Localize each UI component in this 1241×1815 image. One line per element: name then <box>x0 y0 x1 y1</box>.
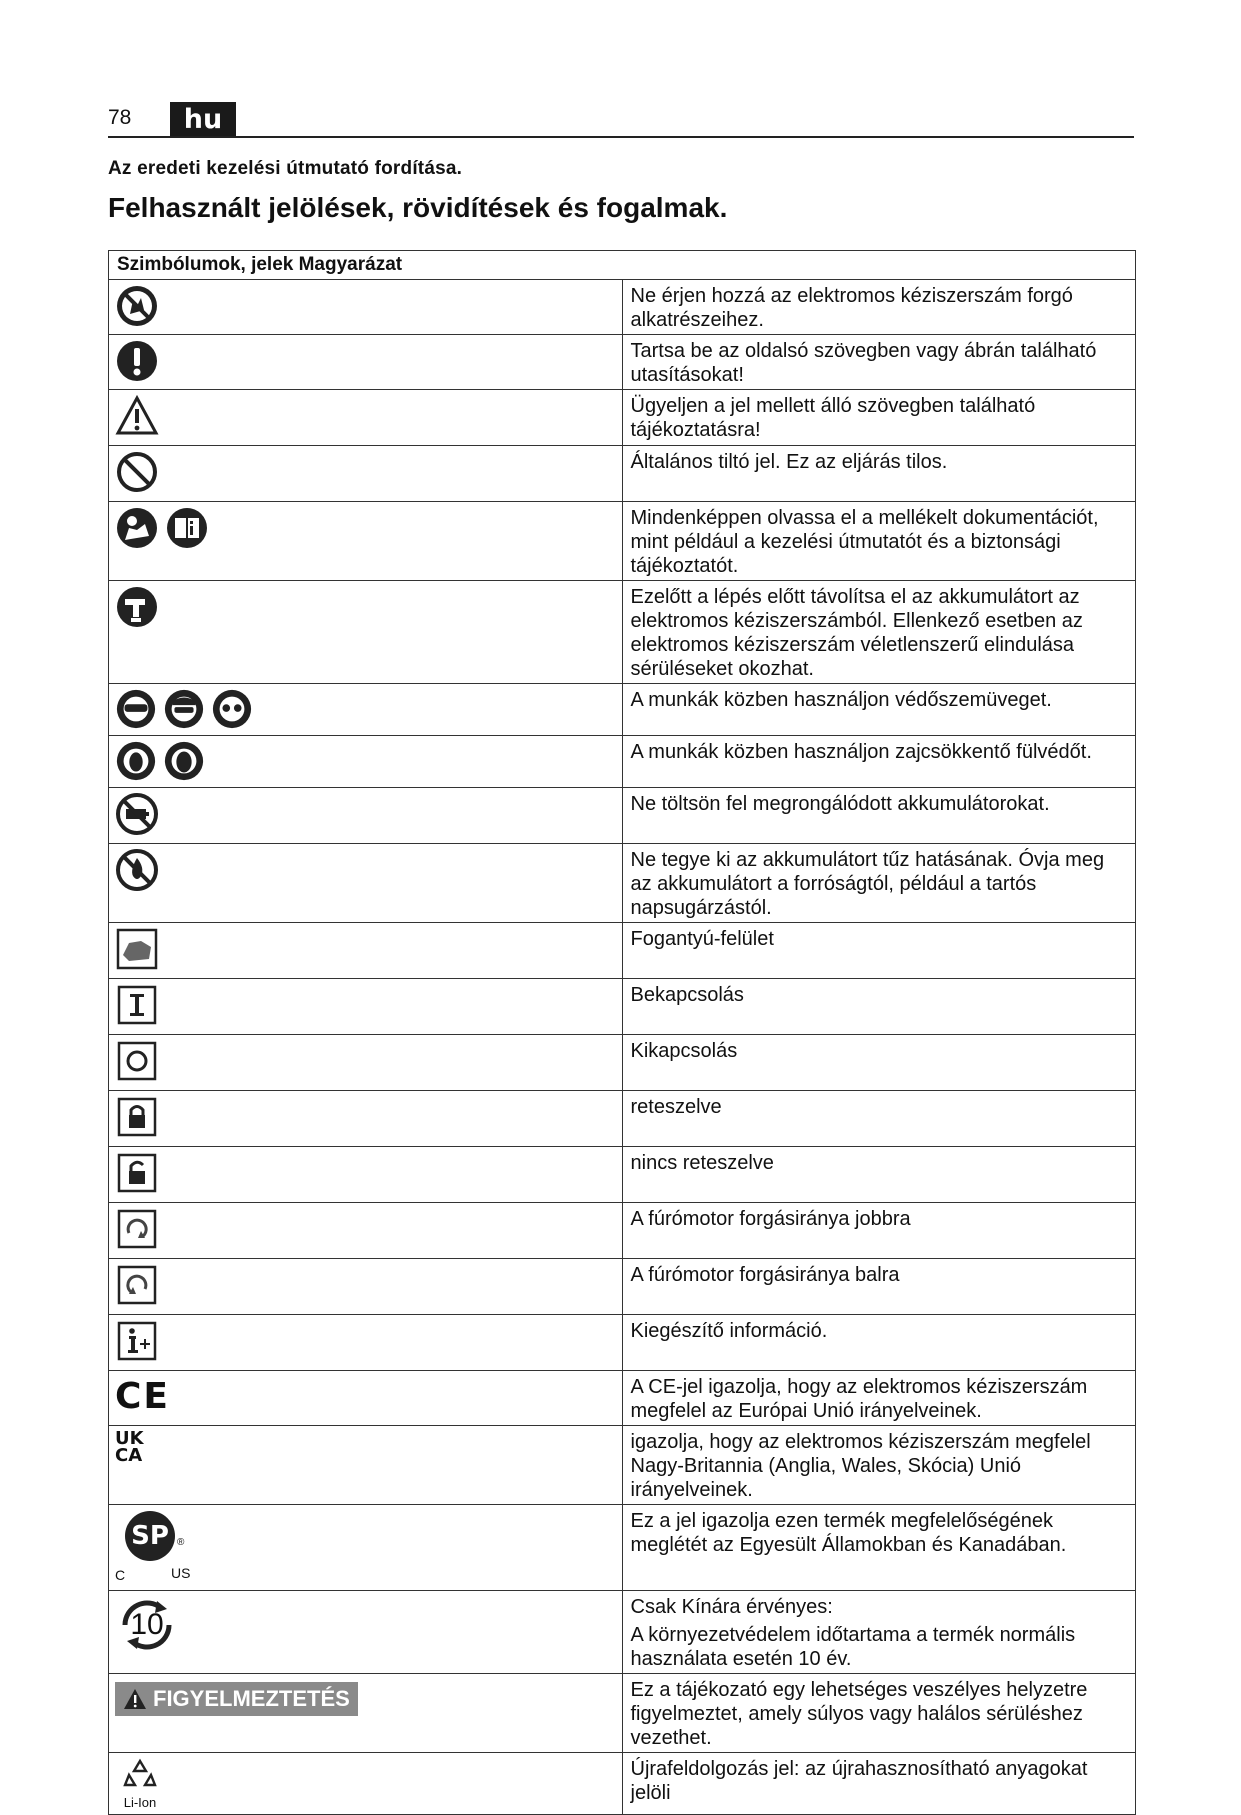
table-row <box>109 1505 1136 1591</box>
description-cell: Kikapcsolás <box>622 1035 1136 1091</box>
eye-protection-icon <box>115 688 157 730</box>
csa-logo-circle: SP <box>125 1511 175 1561</box>
recycling-arrows-icon <box>123 1757 157 1791</box>
china-number-label: 10 <box>130 1608 164 1641</box>
description-cell: Mindenképpen olvassa el a mellékelt dokumentációt, mint például a kezelési útmutatót és a biztonsági tájékoztatót. <box>622 502 1136 581</box>
read-manual-book-icon <box>165 506 209 550</box>
symbol-cell <box>109 1035 623 1091</box>
ukca-top-label: UK <box>115 1428 144 1449</box>
page-title: Felhasznált jelölések, rövidítések és fogalmak. <box>108 192 728 223</box>
table-row <box>109 844 1136 923</box>
symbol-cell <box>109 1674 623 1753</box>
symbol-cell <box>109 844 623 923</box>
symbol-cell <box>109 280 623 335</box>
registered-mark: ® <box>177 1537 185 1548</box>
table-row <box>109 1147 1136 1203</box>
symbol-cell <box>109 1753 623 1815</box>
description-cell: Ezelőtt a lépés előtt távolítsa el az akkumulátort az elektromos kéziszerszámból. Ellenkező esetben az elektromos kéziszerszám véletlenszerű elindulása sérüléseket okozhat. <box>622 581 1136 684</box>
description-cell: Ne tegye ki az akkumulátort tűz hatásának. Óvja meg az akkumulátort a forróságtól, például a tartós napsugárzástól. <box>622 844 1136 923</box>
table-row <box>109 1091 1136 1147</box>
symbol-cell <box>109 1259 623 1315</box>
rotate-right-icon <box>115 1207 159 1251</box>
description-cell: Kiegészítő információ. <box>622 1315 1136 1371</box>
warning-triangle-icon <box>115 394 159 438</box>
no-touch-rotating-parts-icon <box>115 284 159 328</box>
symbols-table <box>108 250 1136 1815</box>
power-on-icon <box>115 983 159 1027</box>
table-row <box>109 788 1136 844</box>
table-row <box>109 446 1136 502</box>
description-cell: A fúrómotor forgásiránya balra <box>622 1259 1136 1315</box>
grip-surface-icon <box>115 927 159 971</box>
symbol-cell <box>109 502 623 581</box>
no-fire-battery-icon <box>115 848 159 892</box>
warning-badge-label: FIGYELMEZTETÉS <box>153 1686 350 1711</box>
symbol-cell <box>109 335 623 390</box>
no-charge-damaged-battery-icon <box>115 792 159 836</box>
description-cell: reteszelve <box>622 1091 1136 1147</box>
table-header: Szimbólumok, jelek Magyarázat <box>109 251 1136 280</box>
mandatory-instruction-icon <box>115 339 159 383</box>
table-row <box>109 1753 1136 1815</box>
symbol-cell <box>109 581 623 684</box>
symbol-cell <box>109 923 623 979</box>
description-cell: Ügyeljen a jel mellett álló szövegben található tájékoztatásra! <box>622 390 1136 446</box>
symbol-cell <box>109 446 623 502</box>
description-cell: Ne töltsön fel megrongálódott akkumulátorokat. <box>622 788 1136 844</box>
table-row <box>109 684 1136 736</box>
description-cell: Bekapcsolás <box>622 979 1136 1035</box>
table-row <box>109 335 1136 390</box>
description-cell: A fúrómotor forgásiránya jobbra <box>622 1203 1136 1259</box>
ukca-mark-icon <box>115 1430 616 1464</box>
table-row <box>109 390 1136 446</box>
table-row <box>109 1371 1136 1426</box>
ce-mark-icon: CE <box>115 1376 171 1417</box>
table-row <box>109 1591 1136 1674</box>
description-cell: Ne érjen hozzá az elektromos kéziszerszám forgó alkatrészeihez. <box>622 280 1136 335</box>
table-row <box>109 923 1136 979</box>
symbol-cell <box>109 1315 623 1371</box>
table-row <box>109 1203 1136 1259</box>
description-cell: igazolja, hogy az elektromos kéziszerszám megfelel Nagy-Britannia (Anglia, Wales, Skócia) Unió irányelveinek. <box>622 1426 1136 1505</box>
description-cell: Ez a jel igazolja ezen termék megfelelőségének meglétét az Egyesült Államokban és Kanadában. <box>622 1505 1136 1591</box>
page-number: 78 <box>108 106 132 129</box>
rotate-left-icon <box>115 1263 159 1307</box>
table-row <box>109 1259 1136 1315</box>
table-row <box>109 1315 1136 1371</box>
table-header-row <box>109 251 1136 280</box>
table-row <box>109 1035 1136 1091</box>
symbol-cell <box>109 390 623 446</box>
table-row <box>109 736 1136 788</box>
description-cell: Fogantyú-felület <box>622 923 1136 979</box>
description-cell: A munkák közben használjon védőszemüveget. <box>622 684 1136 736</box>
symbol-cell <box>109 1505 623 1591</box>
locked-icon <box>115 1095 159 1139</box>
description-line-2: A környezetvédelem időtartama a termék normális használata esetén 10 év. <box>630 1624 1076 1670</box>
language-code-badge: hu <box>170 102 236 137</box>
remove-battery-icon <box>115 585 159 629</box>
table-row <box>109 979 1136 1035</box>
symbol-cell <box>109 1591 623 1674</box>
goggles-icon <box>211 688 253 730</box>
info-plus-icon <box>115 1319 159 1363</box>
read-manual-person-icon <box>115 506 159 550</box>
warning-badge-icon <box>123 1688 147 1710</box>
symbol-cell <box>109 1371 623 1426</box>
warning-badge <box>115 1682 358 1716</box>
ukca-bottom-label: CA <box>115 1445 143 1466</box>
description-cell: Általános tiltó jel. Ez az eljárás tilos. <box>622 446 1136 502</box>
symbol-cell <box>109 1147 623 1203</box>
header-rule <box>108 136 1134 138</box>
description-cell: A munkák közben használjon zajcsökkentő fülvédőt. <box>622 736 1136 788</box>
ear-protection-icon <box>115 740 157 782</box>
li-ion-label: Li-Ion <box>123 1795 157 1810</box>
symbol-cell <box>109 979 623 1035</box>
ear-muffs-icon <box>163 740 205 782</box>
description-cell <box>622 1591 1136 1674</box>
unlocked-icon <box>115 1151 159 1195</box>
symbol-cell <box>109 684 623 736</box>
symbol-cell <box>109 1426 623 1505</box>
china-10-years-icon <box>115 1595 179 1655</box>
table-row <box>109 1426 1136 1505</box>
symbol-cell <box>109 1203 623 1259</box>
description-line-1: Csak Kínára érvényes: <box>630 1596 833 1618</box>
table-row <box>109 581 1136 684</box>
description-cell: Ez a tájékozató egy lehetséges veszélyes helyzetre figyelmeztet, amely súlyos vagy halálos sérüléshez vezethet. <box>622 1674 1136 1753</box>
symbol-cell <box>109 1091 623 1147</box>
description-cell: Újrafeldolgozás jel: az újrahasznosítható anyagokat jelöli <box>622 1753 1136 1815</box>
csa-left-label: C <box>115 1567 126 1583</box>
symbol-cell <box>109 788 623 844</box>
symbol-cell <box>109 736 623 788</box>
face-shield-icon <box>163 688 205 730</box>
csa-right-label: US <box>171 1565 191 1581</box>
table-row <box>109 502 1136 581</box>
document-subtitle: Az eredeti kezelési útmutató fordítása. <box>108 158 463 179</box>
table-row <box>109 280 1136 335</box>
description-cell: Tartsa be az oldalsó szövegben vagy ábrán található utasításokat! <box>622 335 1136 390</box>
description-cell: A CE-jel igazolja, hogy az elektromos kéziszerszám megfelel az Európai Unió irányelveinek. <box>622 1371 1136 1426</box>
table-row <box>109 1674 1136 1753</box>
description-cell: nincs reteszelve <box>622 1147 1136 1203</box>
power-off-icon <box>115 1039 159 1083</box>
csa-mark-icon <box>115 1509 205 1585</box>
prohibition-icon <box>115 450 159 494</box>
recycling-li-ion-icon <box>115 1757 165 1810</box>
